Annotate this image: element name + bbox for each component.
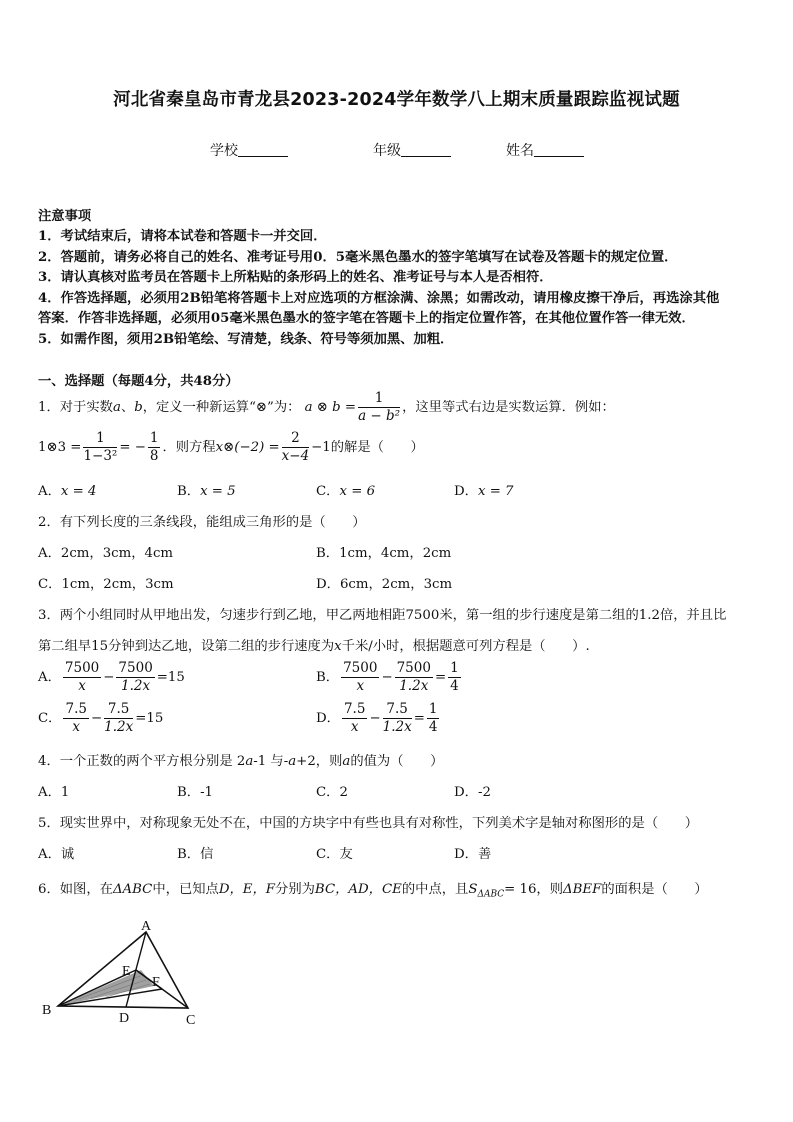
school-label: 学校 xyxy=(210,143,238,159)
q5-option-d[interactable]: D．善 xyxy=(454,847,492,862)
q1-ex-fraction2: $\frac{1}{8}$ xyxy=(149,430,159,464)
q4-option-b[interactable]: B．-1 xyxy=(177,785,214,800)
notice-heading: 注意事项 xyxy=(38,209,92,224)
q4-option-c[interactable]: C．2 xyxy=(316,785,348,800)
school-blank[interactable] xyxy=(238,142,288,157)
q1-option-a[interactable]: A．x = 4 xyxy=(38,484,97,499)
q5-option-b[interactable]: B．信 xyxy=(177,847,214,862)
question-3-line2: 第二组早15分钟到达乙地，设第二组的步行速度为x千米/小时，根据题意可列方程是（ ）. xyxy=(38,639,590,654)
notice-item: 4．作答选择题，必须用2B铅笔将答题卡上对应选项的方框涂满、涂黑；如需改动，请用橡皮擦干净后，再选涂其他 xyxy=(38,291,720,306)
q1-def-lhs: a ⊗ b = xyxy=(304,400,357,415)
school-field[interactable] xyxy=(210,140,288,160)
q1-def-fraction: $\frac{1}{\text{a − b²}}$ xyxy=(358,390,401,424)
q1-text: −1的解是（ ） xyxy=(311,440,424,455)
label-d: D xyxy=(119,1011,130,1026)
name-field[interactable] xyxy=(506,140,584,160)
question-6-stem: 6．如图，在ΔABC中，已知点D，E，F分别为BC，AD，CE的中点，且$S_{\Delta ABC}= 16$，则ΔBEF的面积是（ ） xyxy=(38,882,708,900)
q2-option-c[interactable]: C．1cm，2cm，3cm xyxy=(38,577,174,592)
notice-item: 2．答题前，请务必将自己的姓名、准考证号用0．5毫米黑色墨水的签字笔填写在试卷及答题卡的规定位置． xyxy=(38,250,678,265)
q1-eq-lhs: x⊗(−2) = xyxy=(215,440,280,455)
question-3-line1: 3．两个小组同时从甲地出发，匀速步行到乙地，甲乙两地相距7500米，第一组的步行速度是第二组的1.2倍，并且比 xyxy=(38,608,727,623)
q1-option-c[interactable]: C．x = 6 xyxy=(316,484,376,499)
notice-item: 1．考试结束后，请将本试卷和答题卡一并交回． xyxy=(38,229,327,244)
q2-option-a[interactable]: A．2cm，3cm，4cm xyxy=(38,546,174,561)
q4-option-d[interactable]: D．-2 xyxy=(454,785,491,800)
notice-item: 答案．作答非选择题，必须用05毫米黑色墨水的签字笔在答题卡上的指定位置作答，在其他位置作答一律无效． xyxy=(38,311,695,326)
label-a: A xyxy=(141,919,152,934)
q2-option-b[interactable]: B．1cm，4cm，2cm xyxy=(316,546,452,561)
label-c: C xyxy=(186,1013,196,1028)
q5-option-c[interactable]: C．友 xyxy=(316,847,353,862)
grade-field[interactable] xyxy=(373,140,451,160)
q1-ex-fraction1: $\frac{1}{\text{1−3²}}$ xyxy=(83,430,118,464)
q1-var-b: b xyxy=(134,400,143,415)
q3-option-c[interactable]: C． $\frac{7.5}{x}$ − $\frac{7.5}{1.2x}$ =15 xyxy=(38,701,164,735)
q1-var-a: a xyxy=(112,400,121,415)
q1-text: 、 xyxy=(120,400,135,415)
question-2-stem: 2．有下列长度的三条线段，能组成三角形的是（ ） xyxy=(38,515,366,530)
q1-text: ，定义一种新运算“⊗”为： xyxy=(142,400,301,415)
q1-text: ，这里等式右边是实数运算．例如： xyxy=(402,400,615,415)
name-blank[interactable] xyxy=(534,142,584,157)
grade-label: 年级 xyxy=(373,143,401,159)
q1-text: 1．对于实数 xyxy=(38,400,113,415)
q5-option-a[interactable]: A．诚 xyxy=(38,847,75,862)
q1-ex-lhs: 1⊗3 = xyxy=(38,440,82,455)
q3-option-d[interactable]: D． $\frac{7.5}{x}$ − $\frac{7.5}{1.2x}$ = $\frac{1}{4}$ xyxy=(316,701,438,735)
notice-item: 5．如需作图，须用2B铅笔绘、写清楚，线条、符号等须加黑、加粗． xyxy=(38,332,454,347)
name-label: 姓名 xyxy=(506,143,534,159)
question-5-stem: 5．现实世界中，对称现象无处不在，中国的方块字中有些也具有对称性，下列美术字是轴对称图形的是（ ） xyxy=(38,816,699,831)
q1-ex-mid: = − xyxy=(119,440,146,455)
page-title: 河北省秦皇岛市青龙县2023-2024学年数学八上期末质量跟踪监视试题 xyxy=(113,90,680,110)
label-f: F xyxy=(152,975,160,990)
q3-option-b[interactable]: B． $\frac{7500}{x}$ − $\frac{7500}{1.2x}$ = $\frac{1}{4}$ xyxy=(316,660,459,694)
section-heading: 一、选择题（每题4分，共48分） xyxy=(38,374,239,389)
triangle-figure xyxy=(36,918,216,1028)
shaded-region xyxy=(58,970,154,1006)
question-4-stem: 4．一个正数的两个平方根分别是 2a-1 与-a+2，则a的值为（ ） xyxy=(38,754,444,769)
question-1-line1 xyxy=(38,390,615,426)
question-1-line2 xyxy=(38,430,424,466)
q1-text: ．则方程 xyxy=(162,440,216,455)
q2-option-d[interactable]: D．6cm，2cm，3cm xyxy=(316,577,453,592)
q3-option-a[interactable]: A． $\frac{7500}{x}$ − $\frac{7500}{1.2x}$ =15 xyxy=(38,660,185,694)
label-b: B xyxy=(42,1003,52,1018)
q1-option-b[interactable]: B．x = 5 xyxy=(177,484,236,499)
grade-blank[interactable] xyxy=(401,142,451,157)
q1-eq-fraction: $\frac{2}{x-4}$ xyxy=(281,430,310,464)
q4-option-a[interactable]: A．1 xyxy=(38,785,70,800)
q1-option-d[interactable]: D．x = 7 xyxy=(454,484,514,499)
notice-item: 3．请认真核对监考员在答题卡上所粘贴的条形码上的姓名、准考证号与本人是否相符． xyxy=(38,270,553,285)
label-e: E xyxy=(122,964,131,979)
